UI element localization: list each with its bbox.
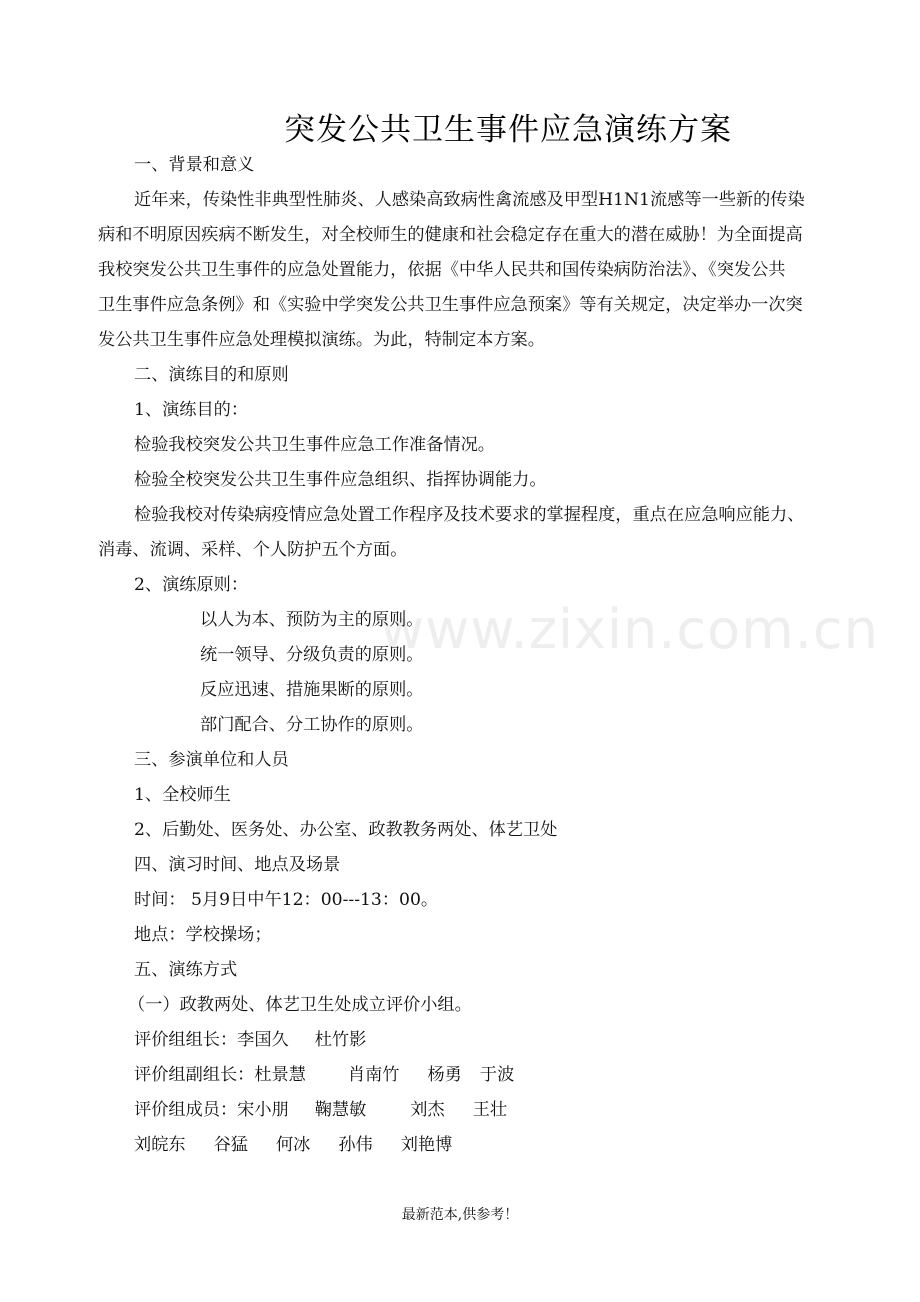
member-name: 孙伟	[338, 1135, 373, 1155]
page-footer: 最新范本,供参考！	[401, 1207, 519, 1223]
section-heading-3: 三、参演单位和人员	[134, 750, 289, 770]
section-heading-2: 二、演练目的和原则	[134, 365, 289, 385]
method-item: （一）政教两处、体艺卫生处成立评价小组。	[128, 995, 472, 1015]
participant-item: 2、后勤处、医务处、办公室、政教教务两处、体艺卫处	[134, 820, 558, 840]
goal-item: 检验全校突发公共卫生事件应急组织、指挥协调能力。	[134, 470, 547, 490]
member-name: 谷猛	[213, 1135, 248, 1155]
deputy-name: 于波	[479, 1065, 515, 1085]
leader-name: 李国久	[237, 1030, 289, 1050]
paragraph-line: 病和不明原因疾病不断发生，对全校师生的健康和社会稳定存在重大的潜在威胁！为全面提高	[98, 225, 803, 245]
members-label: 评价组成员：	[134, 1100, 238, 1120]
goal-item-paragraph	[98, 498, 854, 568]
paragraph-line: 卫生事件应急条例》和《实验中学突发公共卫生事件应急预案》等有关规定，决定举办一次突	[98, 295, 803, 315]
evaluation-members-row-2	[98, 1128, 854, 1163]
member-name: 王壮	[472, 1100, 508, 1120]
paragraph-line: 发公共卫生事件应急处理模拟演练。为此，特制定本方案。	[98, 330, 545, 350]
goal-item: 检验我校突发公共卫生事件应急工作准备情况。	[134, 435, 495, 455]
evaluation-deputies-row	[98, 1058, 854, 1093]
paragraph-line: 我校突发公共卫生事件的应急处置能力，依据《中华人民共和国传染病防治法》、《突发公共	[98, 260, 786, 280]
principle-item: 反应迅速、措施果断的原则。	[200, 680, 424, 700]
member-name: 鞠慧敏	[314, 1100, 367, 1120]
subsection-goal-heading: 1、演练目的：	[134, 400, 249, 420]
background-paragraph	[98, 183, 854, 358]
evaluation-leaders-row	[98, 1023, 854, 1058]
document-title: 突发公共卫生事件应急演练方案	[284, 112, 732, 148]
evaluation-members-row	[98, 1093, 854, 1128]
member-name: 刘艳博	[400, 1135, 453, 1155]
document-body	[98, 148, 854, 1163]
drill-place: 地点：学校操场；	[134, 925, 272, 945]
deputy-name: 杨勇	[427, 1065, 462, 1085]
paragraph-line: 近年来，传染性非典型性肺炎、人感染高致病性禽流感及甲型H1N1流感等一些新的传染	[134, 190, 805, 210]
participant-item: 1、全校师生	[134, 785, 231, 805]
leaders-label: 评价组组长：	[134, 1030, 238, 1050]
section-heading-1: 一、背景和意义	[134, 155, 255, 175]
member-name: 何冰	[275, 1135, 311, 1155]
paragraph-line: 消毒、流调、采样、个人防护五个方面。	[98, 540, 408, 560]
deputies-label: 评价组副组长：	[134, 1065, 255, 1085]
drill-time: 时间： 5月9日中午12：00---13：00。	[134, 890, 439, 910]
subsection-principle-heading: 2、演练原则：	[134, 575, 249, 595]
principle-item: 部门配合、分工协作的原则。	[200, 715, 424, 735]
principle-item: 统一领导、分级负责的原则。	[200, 645, 424, 665]
member-name: 宋小朋	[237, 1100, 289, 1120]
leader-name: 杜竹影	[314, 1030, 367, 1050]
deputy-name: 肖南竹	[347, 1065, 400, 1085]
member-name: 刘皖东	[134, 1135, 186, 1155]
principle-item: 以人为本、预防为主的原则。	[200, 610, 424, 630]
deputy-name: 杜景慧	[254, 1065, 306, 1085]
watermark: www.zixin.com.cn	[380, 598, 879, 661]
paragraph-line: 检验我校对传染病疫情应急处置工作程序及技术要求的掌握程度，重点在应急响应能力、	[134, 505, 805, 525]
section-heading-5: 五、演练方式	[134, 960, 238, 980]
section-heading-4: 四、演习时间、地点及场景	[134, 855, 341, 875]
member-name: 刘杰	[410, 1100, 445, 1120]
